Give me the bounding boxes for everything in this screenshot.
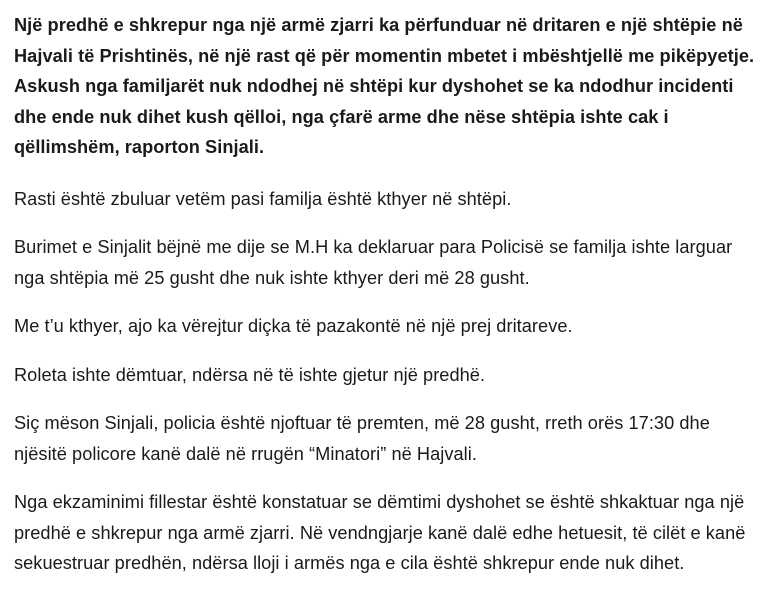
article-paragraph: Nga ekzaminimi fillestar është konstatuar se dëmtimi dyshohet se është shkaktuar nga një predhë e shkrepur nga armë zjarri. Në vendngjarje kanë dalë edhe hetuesit, të cilët e kanë sekuestruar predhën, ndërsa lloji i armës nga e cila është shkrepur ende nuk dihet. [14,492,746,573]
article-paragraph: Burimet e Sinjalit bëjnë me dije se M.H ka deklaruar para Policisë se familja ishte larguar nga shtëpia më 25 gusht dhe nuk ishte kthyer deri më 28 gusht. [14,237,733,288]
article-paragraph: Siç mëson Sinjali, policia është njoftuar të premten, më 28 gusht, rreth orës 17:30 dhe njësitë policore kanë dalë në rrugën “Minatori” në Hajvali. [14,413,710,464]
article-paragraph: Roleta ishte dëmtuar, ndërsa në të ishte gjetur një predhë. [14,364,486,385]
article-paragraph: Me t’u kthyer, ajo ka vërejtur diçka të pazakontë në një prej dritareve. [14,316,573,336]
article-paragraph: Rasti është zbuluar vetëm pasi familja është kthyer në shtëpi. [14,188,512,209]
article-lead: Një predhë e shkrepur nga një armë zjarri ka përfunduar në dritaren e një shtëpie në Hajvali të Prishtinës, në një rast që për momentin mbetet i mbështjellë me pikëpyetje. Askush nga familjarët nuk ndodhej në shtëpi kur dyshohet se ka ndodhur incidenti dhe ende nuk dihet kush qëlloi, nga çfarë arme dhe nëse shtëpia ishte cak i qëllimshëm, raporton Sinjali. [14,15,755,157]
